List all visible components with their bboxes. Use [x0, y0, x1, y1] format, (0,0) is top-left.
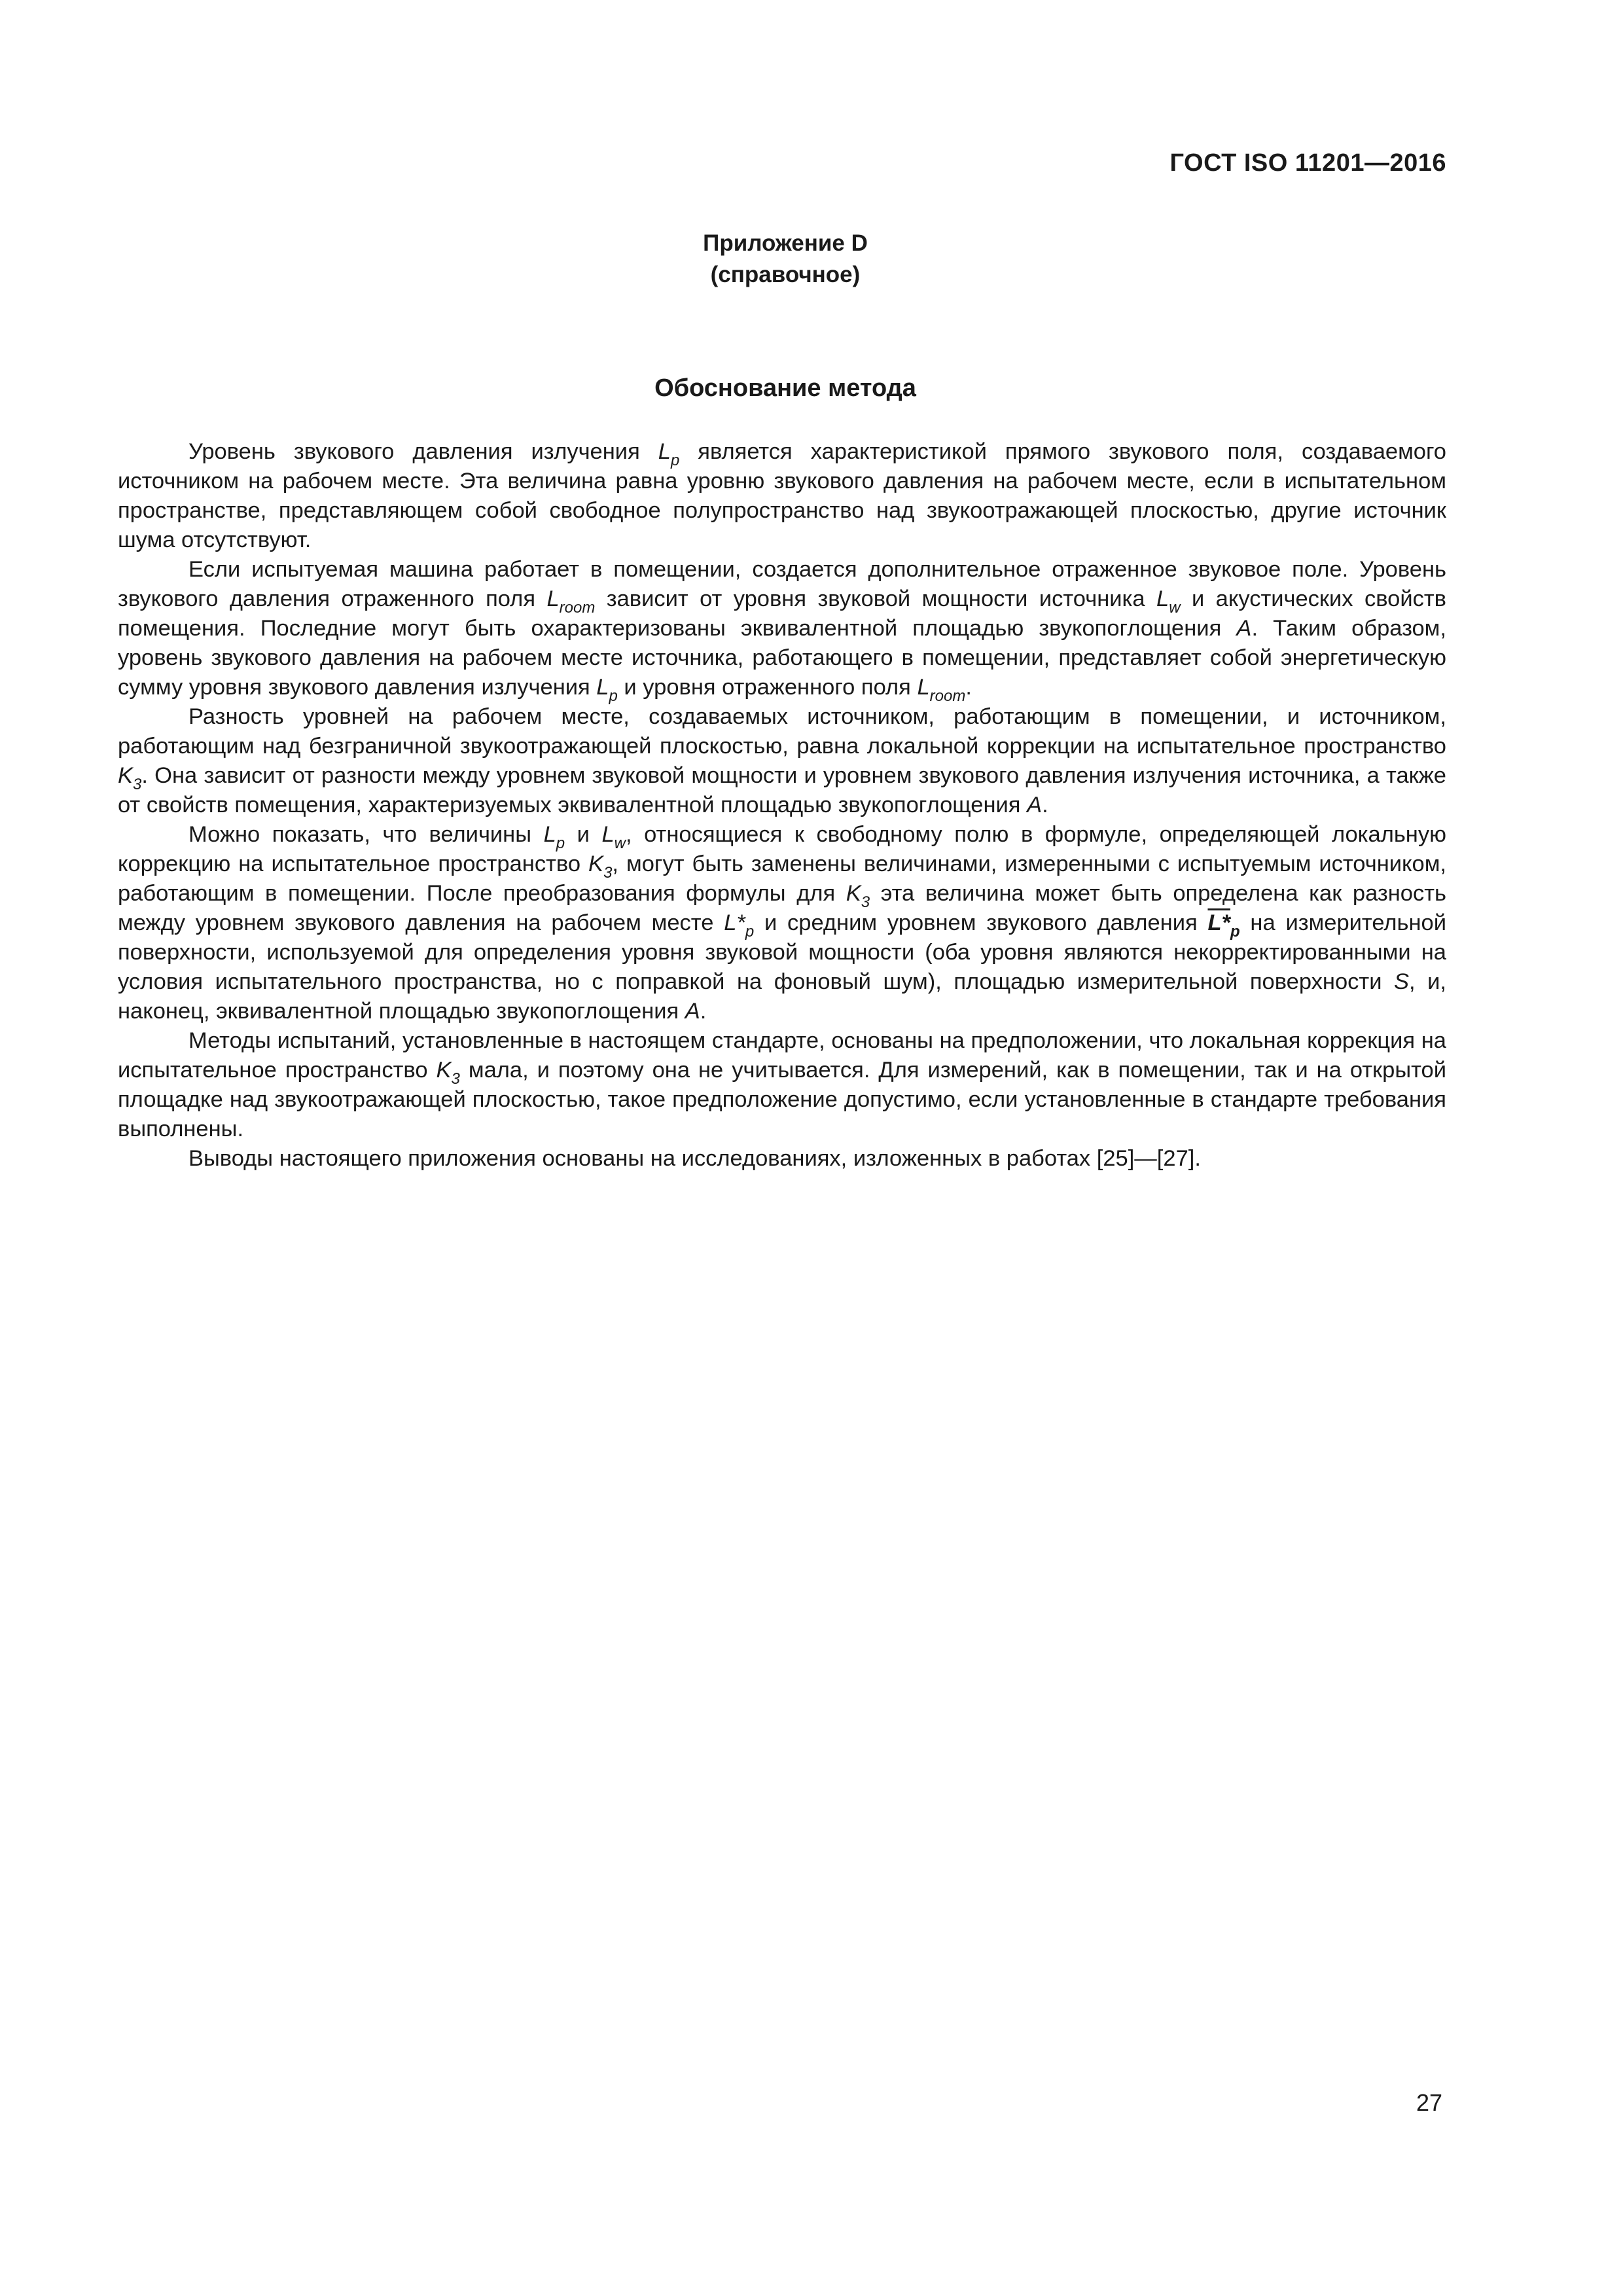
text-run: , относящиеся к свободному полю в формуле, определяющей локальную коррекцию на испытательное пространство	[118, 822, 1446, 876]
symbol-K: K	[588, 852, 604, 876]
symbol-L: L	[601, 822, 615, 847]
subscript-p: p	[745, 923, 755, 941]
text-run: мала, и поэтому она не учитывается. Для измерений, как в помещении, так и на открытой площадке над звукоотражающей плоскостью, такое предположение допустимо, если установленные в стандарте требования выполнены.	[118, 1058, 1446, 1141]
symbol-L: L	[1156, 586, 1169, 611]
symbol-K: K	[436, 1058, 452, 1083]
subscript-3: 3	[133, 776, 142, 793]
subscript-p: p	[556, 834, 565, 852]
body-text	[118, 437, 1446, 1174]
subscript-p: p	[670, 452, 680, 469]
section-title: Обоснование метода	[654, 374, 916, 402]
subscript-w: w	[1169, 599, 1181, 617]
text-run: Можно показать, что величины	[188, 822, 544, 847]
subscript-3: 3	[451, 1070, 460, 1088]
subscript-3: 3	[603, 864, 613, 882]
symbol-L: L	[596, 675, 609, 700]
text-run: , могут быть заменены величинами, измеренными с испытуемым источником, работающим в помещении. После преобразования формулы для	[118, 852, 1446, 906]
text-run: .	[700, 999, 707, 1024]
text-run: является характеристикой прямого звукового поля, создаваемого источником на рабочем месте. Эта величина равна уровню звукового давления на рабочем месте, если в испытательном пространстве, представляющем собой свободное полупространство над звукоотражающей плоскостью, другие источник шума отсутствуют.	[118, 439, 1446, 552]
subscript-p: p	[609, 687, 618, 705]
text-run: .	[1042, 793, 1048, 817]
symbol-A: A	[1236, 616, 1252, 641]
text-run: эта величина может быть определена как разность между уровнем звукового давления на рабочем месте	[118, 881, 1446, 935]
symbol-L-star-mean: L*	[1207, 910, 1230, 935]
symbol-L: L	[917, 675, 930, 700]
subscript-room: room	[929, 687, 966, 705]
text-run: и уровня отраженного поля	[617, 675, 918, 700]
symbol-L-star: L*	[724, 910, 745, 935]
text-run: . Таким образом, уровень звукового давления на рабочем месте источника, работающего в помещении, представляет собой энергетическую сумму уровня звукового давления излучения	[118, 616, 1446, 700]
text-run: Если испытуемая машина работает в помещении, создается дополнительное отраженное звуковое поле. Уровень звукового давления отраженного поля	[118, 557, 1446, 611]
paragraph-5	[118, 1026, 1446, 1144]
symbol-L: L	[546, 586, 560, 611]
symbol-L: L	[543, 822, 556, 847]
paragraph-2	[118, 555, 1447, 705]
paragraph-1	[118, 437, 1446, 555]
paragraph-6	[118, 1144, 1446, 1174]
text-run: на измерительной поверхности, используемой для определения уровня звуковой мощности (оба уровня являются некорректированными на условия испытательного пространства, но с поправкой на фоновый шум), площадью измерительной поверхности	[118, 910, 1446, 994]
subscript-p: p	[1230, 923, 1240, 941]
text-run: . Она зависит от разности между уровнем звуковой мощности и уровнем звукового давления излучения источника, а также от свойств помещения, характеризуемых эквивалентной площадью звукопоглощения	[118, 763, 1446, 817]
paragraph-4	[118, 820, 1446, 1026]
text-run: и средним уровнем звукового давления	[754, 910, 1208, 935]
text-run: .	[965, 675, 972, 700]
annex-heading	[0, 228, 1571, 291]
symbol-K: K	[118, 763, 134, 788]
text-run: Разность уровней на рабочем месте, создаваемых источником, работающим в помещении, и источником, работающим над безграничной звукоотражающей плоскостью, равна локальной коррекции на испытательное пространство	[118, 704, 1446, 759]
subscript-w: w	[614, 834, 626, 852]
text-run: Методы испытаний, установленные в настоящем стандарте, основаны на предположении, что локальная коррекция на испытательное пространство	[118, 1028, 1446, 1083]
text-run: зависит от уровня звуковой мощности источника	[595, 586, 1157, 611]
text-run: Выводы настоящего приложения основаны на исследованиях, изложенных в работах [25]—[27].	[188, 1146, 1201, 1171]
page-number: 27	[1416, 2089, 1442, 2116]
subscript-room: room	[559, 599, 596, 617]
subscript-3: 3	[861, 893, 870, 911]
symbol-A: A	[1027, 793, 1043, 817]
annex-type: (справочное)	[710, 262, 861, 287]
symbol-K: K	[846, 881, 861, 906]
paragraph-3	[118, 702, 1446, 820]
symbol-S: S	[1394, 969, 1410, 994]
text-run: и акустических свойств помещения. Последние могут быть охарактеризованы эквивалентной площадью звукопоглощения	[118, 586, 1447, 641]
document-standard-id: ГОСТ ISO 11201—2016	[1169, 149, 1446, 177]
text-run: , и, наконец, эквивалентной площадью звукопоглощения	[118, 969, 1446, 1024]
symbol-A: A	[685, 999, 700, 1024]
symbol-L: L	[658, 439, 671, 464]
text-run: Уровень звукового давления излучения	[188, 439, 658, 464]
text-run: и	[565, 822, 602, 847]
annex-label: Приложение D	[703, 230, 868, 256]
